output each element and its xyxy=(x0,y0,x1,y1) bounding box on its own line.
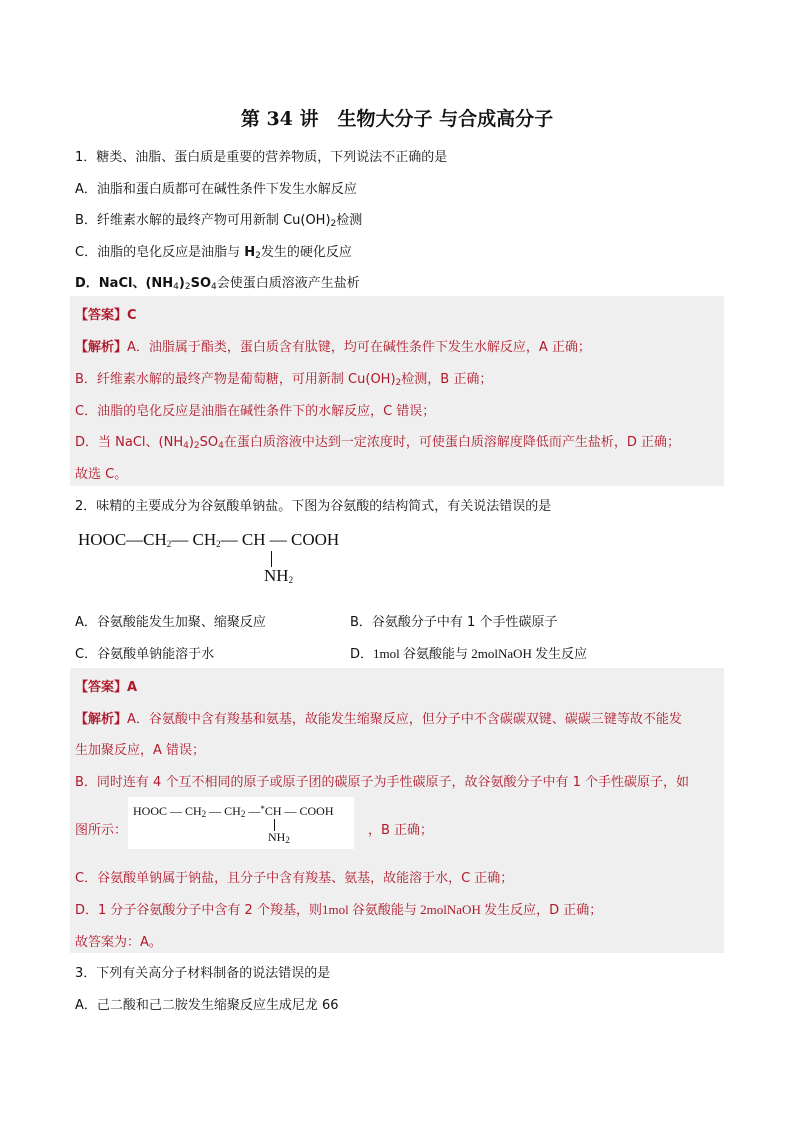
q1-answer-block xyxy=(70,296,724,486)
page-title: 第 34 讲 生物大分子 与合成高分子 xyxy=(240,108,554,130)
glutamic-acid-formula: $HOOC—CH_2—$ $CH_2—$ CH — COOH xyxy=(78,530,340,549)
q3-option-a: A．己二酸和己二胺发生缩聚反应生成尼龙 66 xyxy=(75,998,339,1013)
q1-analysis-b: B．纤维素水解的最终产物是葡萄糖，可用新制 $Cu(OH)_2$检测，B 正确； xyxy=(75,372,493,388)
q1-analysis-a: 【解析】A．油脂属于酯类，蛋白质含有肽键，均可在碱性条件下发生水解反应，A 正确； xyxy=(75,340,591,355)
q2-analysis-a-line1: 【解析】A．谷氨酸中含有羧基和氨基，故能发生缩聚反应，但分子中不含碳碳双键、碳碳三键等故不能发 xyxy=(75,712,682,727)
q2-analysis-d: D．1 分子谷氨酸分子中含有 2 个羧基，则1mol 谷氨酸能与 2molNaOH 发生反应，D 正确； xyxy=(75,902,603,918)
q2-analysis-c: C．谷氨酸单钠属于钠盐，且分子中含有羧基、氨基，故能溶于水，C 正确； xyxy=(75,871,514,886)
formula-bond-line xyxy=(271,551,272,567)
q2-analysis-b-line2: 图所示： xyxy=(75,823,128,838)
q2-option-b: B．谷氨酸分子中有 1 个手性碳原子 xyxy=(350,615,558,630)
q1-option-a: A．油脂和蛋白质都可在碱性条件下发生水解反应 xyxy=(75,182,357,197)
q1-option-d: D．NaCl、$(NH_4)_2SO_4$会使蛋白质溶液产生盐析 xyxy=(75,276,360,292)
chiral-carbon-figure xyxy=(128,797,354,849)
q1-answer: 【答案】C xyxy=(75,308,137,323)
q2-stem: 2．味精的主要成分为谷氨酸单钠盐。下图为谷氨酸的结构简式，有关说法错误的是 xyxy=(75,499,552,514)
q2-analysis-a-line2: 生加聚反应，A 错误； xyxy=(75,743,206,758)
formula-amino-group: $NH_2$ xyxy=(264,566,294,585)
q3-stem: 3．下列有关高分子材料制备的说法错误的是 xyxy=(75,966,331,981)
q2-option-a: A．谷氨酸能发生加聚、缩聚反应 xyxy=(75,615,266,630)
q2-option-d: D．1mol 谷氨酸能与 2molNaOH 发生反应 xyxy=(350,646,588,662)
q2-answer: 【答案】A xyxy=(75,680,138,695)
q1-analysis-c: C．油脂的皂化反应是油脂在碱性条件下的水解反应，C 错误； xyxy=(75,404,436,419)
q1-option-c: C．油脂的皂化反应是油脂与 $H_2$发生的硬化反应 xyxy=(75,245,352,261)
q1-option-b: B．纤维素水解的最终产物可用新制 $Cu(OH)_2$检测 xyxy=(75,213,363,229)
q2-analysis-b-line3: ，B 正确； xyxy=(368,823,434,838)
q1-stem: 1．糖类、油脂、蛋白质是重要的营养物质，下列说法不正确的是 xyxy=(75,150,448,165)
q2-option-c: C．谷氨酸单钠能溶于水 xyxy=(75,647,215,662)
q2-analysis-b-line1: B．同时连有 4 个互不相同的原子或原子团的碳原子为手性碳原子，故谷氨酸分子中有 1 个手性碳原子，如 xyxy=(75,775,689,790)
chiral-formula-chain: HOOC — $CH_2$ — $CH_2$ —*CH — COOH xyxy=(133,804,334,819)
q1-analysis-d: D．当 NaCl、$(NH_4)_2SO_4$在蛋白质溶液中达到一定浓度时，可使蛋白质溶解度降低而产生盐析，D 正确； xyxy=(75,435,681,451)
chiral-formula-amino: $NH_2$ xyxy=(268,830,290,845)
q1-conclusion: 故选 C。 xyxy=(75,467,128,482)
q2-conclusion: 故答案为：A。 xyxy=(75,935,162,950)
